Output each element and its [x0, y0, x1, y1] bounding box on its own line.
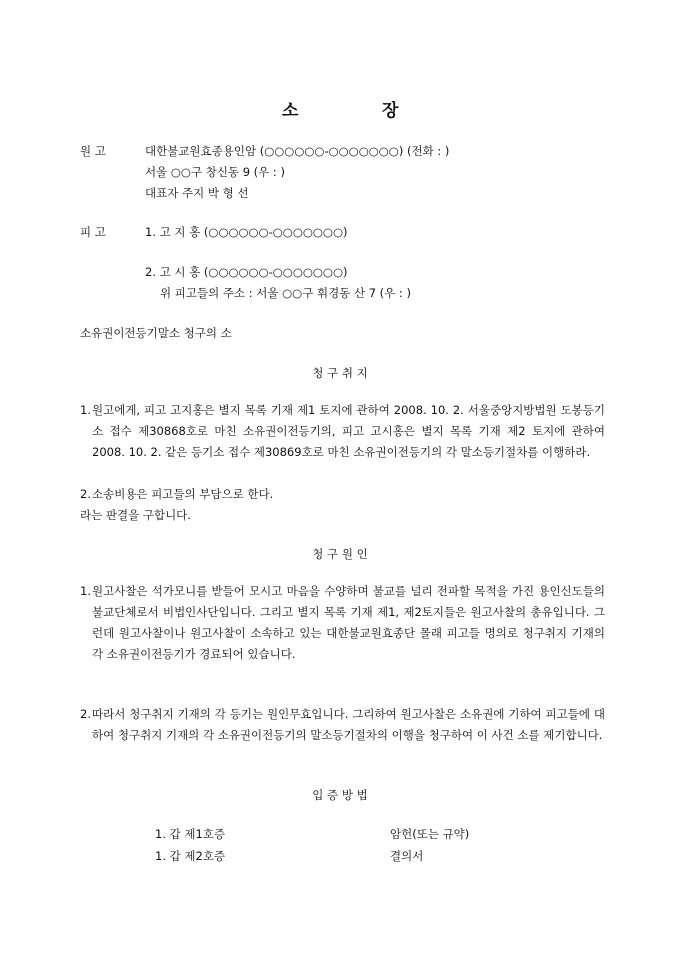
claim-cause-heading-text: 청 구 원 인 [312, 547, 368, 561]
claim-cause-item-1-text: 원고사찰은 석가모니를 받들어 모시고 마음을 수양하며 불교를 널리 전파할 목적을 가진 용인신도들의 불교단체로서 비법인사단입니다. 그리고 별지 목록 기재 제1, 제2토지들은 원고사찰의 총유입니다. 그런데 원고사찰이나 원고사찰이 소속하고 있는 대한불교원효종단 몰래 피고들 명의로 청구취지 기재의 각 소유권이전등기가 경료되어 있습니다. [92, 584, 605, 661]
evidence-heading [0, 787, 680, 803]
defendant-label: 피 고 [80, 225, 106, 239]
title-char-left: 소 [282, 101, 299, 121]
claim-purpose-item-1-number: 1. [80, 403, 91, 417]
claim-cause-item-1 [80, 581, 605, 665]
evidence-item-1-desc: 암헌(또는 규약) [390, 827, 470, 841]
evidence-heading-text: 입 증 방 법 [312, 788, 368, 802]
defendant-2-line: 2. 고 시 홍 (○○○○○○-○○○○○○○) [145, 265, 348, 279]
claim-cause-item-2-number: 2. [80, 707, 91, 721]
evidence-item-1-label: 1. 갑 제1호증 [155, 827, 226, 841]
defendant-address-line: 위 피고들의 주소 : 서울 ○○구 휘경동 산 7 (우 : ) [160, 286, 411, 300]
claim-purpose-item-1-text: 원고에게, 피고 고지홍은 별지 목록 기재 제1 토지에 관하여 2008. 10. 2. 서울중앙지방법원 도봉등기소 접수 제30868호로 마친 소유권이전등기의, 피고 고시홍은 별지 목록 기재 제2 토지에 관하여 2008. 10. 2. 같은 등기소 접수 제30869호로 마친 소유권이전등기의 각 말소등기절차를 이행하라. [92, 403, 605, 459]
claim-purpose-item-2-number: 2. [80, 487, 91, 501]
claim-cause-item-2-text: 따라서 청구취지 기재의 각 등기는 원인무효입니다. 그리하여 원고사찰은 소유권에 기하여 피고들에 대하여 청구취지 기재의 각 소유권이전등기의 말소등기절차의 이행을 청구하여 이 사건 소를 제기합니다. [92, 707, 605, 742]
plaintiff-label: 원 고 [80, 144, 106, 158]
case-name: 소유권이전등기말소 청구의 소 [80, 326, 232, 340]
evidence-item-2-label: 1. 갑 제2호증 [155, 849, 226, 863]
claim-purpose-item-2 [80, 484, 605, 505]
claim-cause-heading [0, 546, 680, 562]
claim-purpose-heading-text: 청 구 취 지 [312, 366, 368, 380]
claim-cause-item-2 [80, 704, 605, 746]
evidence-item-2-desc: 결의서 [390, 849, 424, 863]
plaintiff-name-line: 대한불교원효종용인암 (○○○○○○-○○○○○○○) (전화 : ) [145, 144, 450, 158]
claim-purpose-closing: 라는 판결을 구합니다. [80, 508, 191, 522]
claim-purpose-heading [0, 365, 680, 381]
defendant-1-line: 1. 고 지 홍 (○○○○○○-○○○○○○○) [145, 225, 348, 239]
claim-purpose-item-2-text: 소송비용은 피고들의 부담으로 한다. [92, 487, 274, 501]
claim-cause-item-1-number: 1. [80, 584, 91, 598]
document-title [0, 96, 680, 120]
plaintiff-address-line: 서울 ○○구 창신동 9 (우 : ) [145, 165, 285, 179]
claim-purpose-item-1 [80, 400, 605, 463]
title-char-right: 장 [382, 101, 399, 121]
plaintiff-representative-line: 대표자 주지 박 형 선 [145, 186, 249, 200]
